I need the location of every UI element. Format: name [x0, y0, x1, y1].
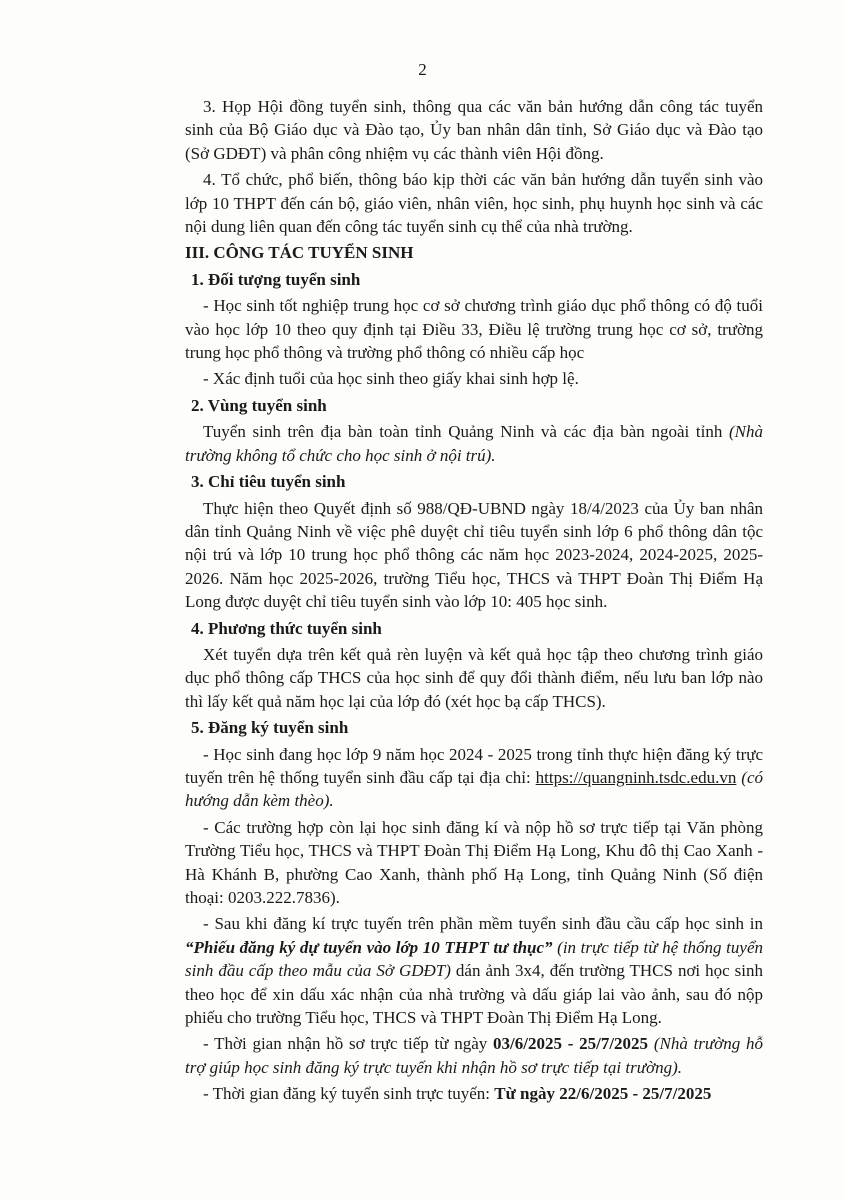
subsection-3-paragraph: Thực hiện theo Quyết định số 988/QĐ-UBND ngày 18/4/2023 của Ủy ban nhân dân tỉnh Quảng Ninh về việc phê duyệt chỉ tiêu tuyển sinh lớp 6 phổ thông dân tộc nội trú và lớp 10 trung học phổ thông các năm học 2023-2024, 2024-2025, 2025-2026. Năm học 2025-2026, trường Tiểu học, THCS và THPT Đoàn Thị Điểm Hạ Long được duyệt chỉ tiêu tuyển sinh vào lớp 10: 405 học sinh. [185, 498, 763, 612]
section-3-heading: III. CÔNG TÁC TUYỂN SINH [185, 243, 414, 263]
registration-link[interactable]: https://quangninh.tsdc.edu.vn [535, 767, 737, 787]
direct-submission-note: (Nhà trường hỗ trợ giúp học sinh đăng ký trực tuyến khi nhận hồ sơ trực tiếp tại trường). [185, 1034, 763, 1077]
subsection-4-heading: 4. Phương thức tuyển sinh [191, 618, 382, 638]
print-instruction-text: - Sau khi đăng kí trực tuyến trên phần mềm tuyển sinh đầu cầu cấp học sinh in [203, 914, 763, 934]
paragraph-item-3: 3. Họp Hội đồng tuyển sinh, thông qua các văn bản hướng dẫn công tác tuyển sinh của Bộ Giáo dục và Đào tạo, Ủy ban nhân dân tỉnh, Sở Giáo dục và Đào tạo (Sở GDĐT) và phân công nhiệm vụ các thành viên Hội đồng. [185, 97, 763, 163]
submission-instruction-text: dán ảnh 3x4, đến trường THCS nơi học sinh theo học để xin dấu xác nhận của nhà trường và dấu giáp lai vào ảnh, sau đó nộp phiếu cho trường Tiểu học, THCS và THPT Đoàn Thị Điểm Hạ Long. [185, 961, 764, 1028]
subsection-5-paragraph-3 [185, 912, 763, 1029]
page-number: 2 [418, 60, 427, 79]
subsection-5-heading: 5. Đăng ký tuyển sinh [191, 718, 349, 738]
paragraph-item-4: 4. Tổ chức, phổ biến, thông báo kịp thời các văn bản hướng dẫn tuyển sinh vào lớp 10 THPT đến cán bộ, giáo viên, nhân viên, học sinh, phụ huynh học sinh và các nội dung liên quan đến công tác tuyển sinh cụ thể của nhà trường. [185, 170, 763, 237]
subsection-1-heading: 1. Đối tượng tuyển sinh [191, 269, 361, 289]
document-body [185, 95, 763, 1109]
form-name: “Phiếu đăng ký dự tuyển vào lớp 10 THPT tư thục” [185, 937, 553, 957]
subsection-5-paragraph-4 [185, 1032, 763, 1079]
subsection-1-paragraph-1: - Học sinh tốt nghiệp trung học cơ sở chương trình giáo dục phổ thông có độ tuổi vào học lớp 10 theo quy định tại Điều 33, Điều lệ trường trung học cơ sở, trường trung học phổ thông và trường phổ thông có nhiều cấp học [185, 296, 763, 363]
registration-note: (có hướng dẫn kèm thèo). [185, 767, 764, 811]
online-registration-text: - Thời gian đăng ký tuyển sinh trực tuyến: [203, 1084, 491, 1104]
subsection-1-paragraph-2: - Xác định tuổi của học sinh theo giấy khai sinh hợp lệ. [203, 369, 579, 389]
form-source-note: (in trực tiếp từ hệ thống tuyển sinh đầu cấp theo mẫu của Sở GDĐT) [185, 937, 763, 981]
direct-submission-dates: 03/6/2025 - 25/7/2025 [493, 1034, 649, 1054]
subsection-5-paragraph-5 [185, 1082, 763, 1105]
subsection-2-heading: 2. Vùng tuyển sinh [191, 395, 327, 415]
subsection-2-note: (Nhà trường không tổ chức cho học sinh ở nội trú). [185, 422, 763, 465]
subsection-2-text: Tuyển sinh trên địa bàn toàn tỉnh Quảng Ninh và các địa bàn ngoài tỉnh [203, 422, 723, 442]
subsection-3-heading: 3. Chỉ tiêu tuyển sinh [191, 472, 346, 492]
online-registration-dates: Từ ngày 22/6/2025 - 25/7/2025 [494, 1084, 712, 1104]
subsection-2-paragraph [185, 420, 763, 467]
registration-text: - Học sinh đang học lớp 9 năm học 2024 - 2025 trong tỉnh thực hiện đăng ký trực tuyến trên hệ thống tuyển sinh đầu cấp tại địa chỉ: [185, 744, 763, 787]
subsection-5-paragraph-2: - Các trường hợp còn lại học sinh đăng kí và nộp hồ sơ trực tiếp tại Văn phòng Trường Tiểu học, THCS và THPT Đoàn Thị Điểm Hạ Long, Khu đô thị Cao Xanh - Hà Khánh B, phường Cao Xanh, thành phố Hạ Long, tỉnh Quảng Ninh (Số điện thoại: 0203.222.7836). [185, 817, 763, 907]
subsection-5-paragraph-1 [185, 743, 763, 813]
direct-submission-text: - Thời gian nhận hồ sơ trực tiếp từ ngày [203, 1034, 488, 1054]
subsection-4-paragraph: Xét tuyển dựa trên kết quả rèn luyện và kết quả học tập theo chương trình giáo dục phổ thông cấp THCS của học sinh để quy đổi thành điểm, nếu lưu ban lớp nào thì lấy kết quả năm học lại của lớp đó (xét học bạ cấp THCS). [185, 644, 763, 711]
